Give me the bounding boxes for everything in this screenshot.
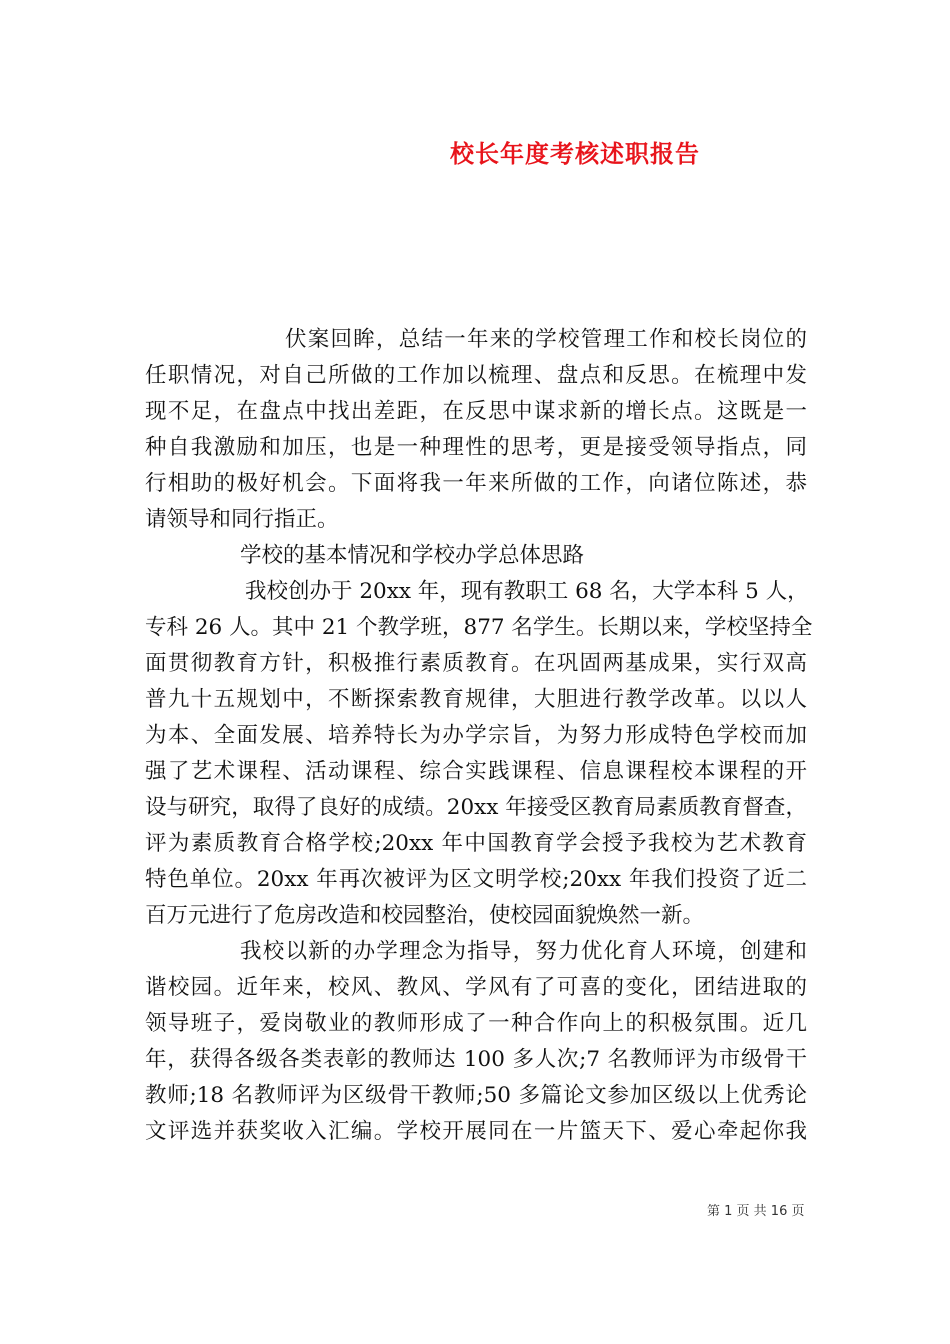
document-title: 校长年度考核述职报告 — [450, 139, 700, 168]
text-line: 百万元进行了危房改造和校园整治，使校园面貌焕然一新。 — [145, 903, 705, 928]
text-line: 面贯彻教育方针，积极推行素质教育。在巩固两基成果，实行双高 — [145, 651, 807, 676]
text-line: 特色单位。20xx 年再次被评为区文明学校;20xx 年我们投资了近二 — [145, 867, 807, 892]
text-line: 普九十五规划中，不断探索教育规律，大胆进行教学改革。以以人 — [145, 687, 807, 712]
text-line: 我校以新的办学理念为指导，努力优化育人环境，创建和 — [240, 939, 807, 964]
text-line: 现不足，在盘点中找出差距，在反思中谋求新的增长点。这既是一 — [145, 399, 807, 424]
text-line: 领导班子，爱岗敬业的教师形成了一种合作向上的积极氛围。近几 — [145, 1011, 807, 1036]
text-line: 伏案回眸，总结一年来的学校管理工作和校长岗位的 — [285, 327, 807, 352]
text-line: 行相助的极好机会。下面将我一年来所做的工作，向诸位陈述，恭 — [145, 471, 807, 496]
text-line: 设与研究，取得了良好的成绩。20xx 年接受区教育局素质教育督查， — [145, 795, 807, 820]
text-line: 评为素质教育合格学校;20xx 年中国教育学会授予我校为艺术教育 — [145, 831, 807, 856]
text-line: 为本、全面发展、培养特长为办学宗旨，为努力形成特色学校而加 — [145, 723, 807, 748]
text-line: 学校的基本情况和学校办学总体思路 — [240, 543, 585, 568]
text-line: 任职情况，对自己所做的工作加以梳理、盘点和反思。在梳理中发 — [145, 363, 807, 388]
text-line: 年，获得各级各类表彰的教师达 100 多人次;7 名教师评为市级骨干 — [145, 1047, 807, 1072]
text-line: 教师;18 名教师评为区级骨干教师;50 多篇论文参加区级以上优秀论 — [145, 1083, 807, 1108]
text-line: 专科 26 人。其中 21 个教学班，877 名学生。长期以来，学校坚持全 — [145, 615, 813, 640]
text-line: 文评选并获奖收入汇编。学校开展同在一片篮天下、爱心牵起你我 — [145, 1119, 807, 1144]
page-number: 第 1 页 共 16 页 — [707, 1204, 805, 1219]
text-line: 我校创办于 20xx 年，现有教职工 68 名，大学本科 5 人， — [245, 579, 809, 604]
text-line: 强了艺术课程、活动课程、综合实践课程、信息课程校本课程的开 — [145, 759, 807, 784]
text-line: 种自我激励和加压，也是一种理性的思考，更是接受领导指点，同 — [145, 435, 807, 460]
document-body — [145, 322, 813, 1150]
text-line: 请领导和同行指正。 — [145, 507, 339, 532]
text-line: 谐校园。近年来，校风、教风、学风有了可喜的变化，团结进取的 — [145, 975, 807, 1000]
